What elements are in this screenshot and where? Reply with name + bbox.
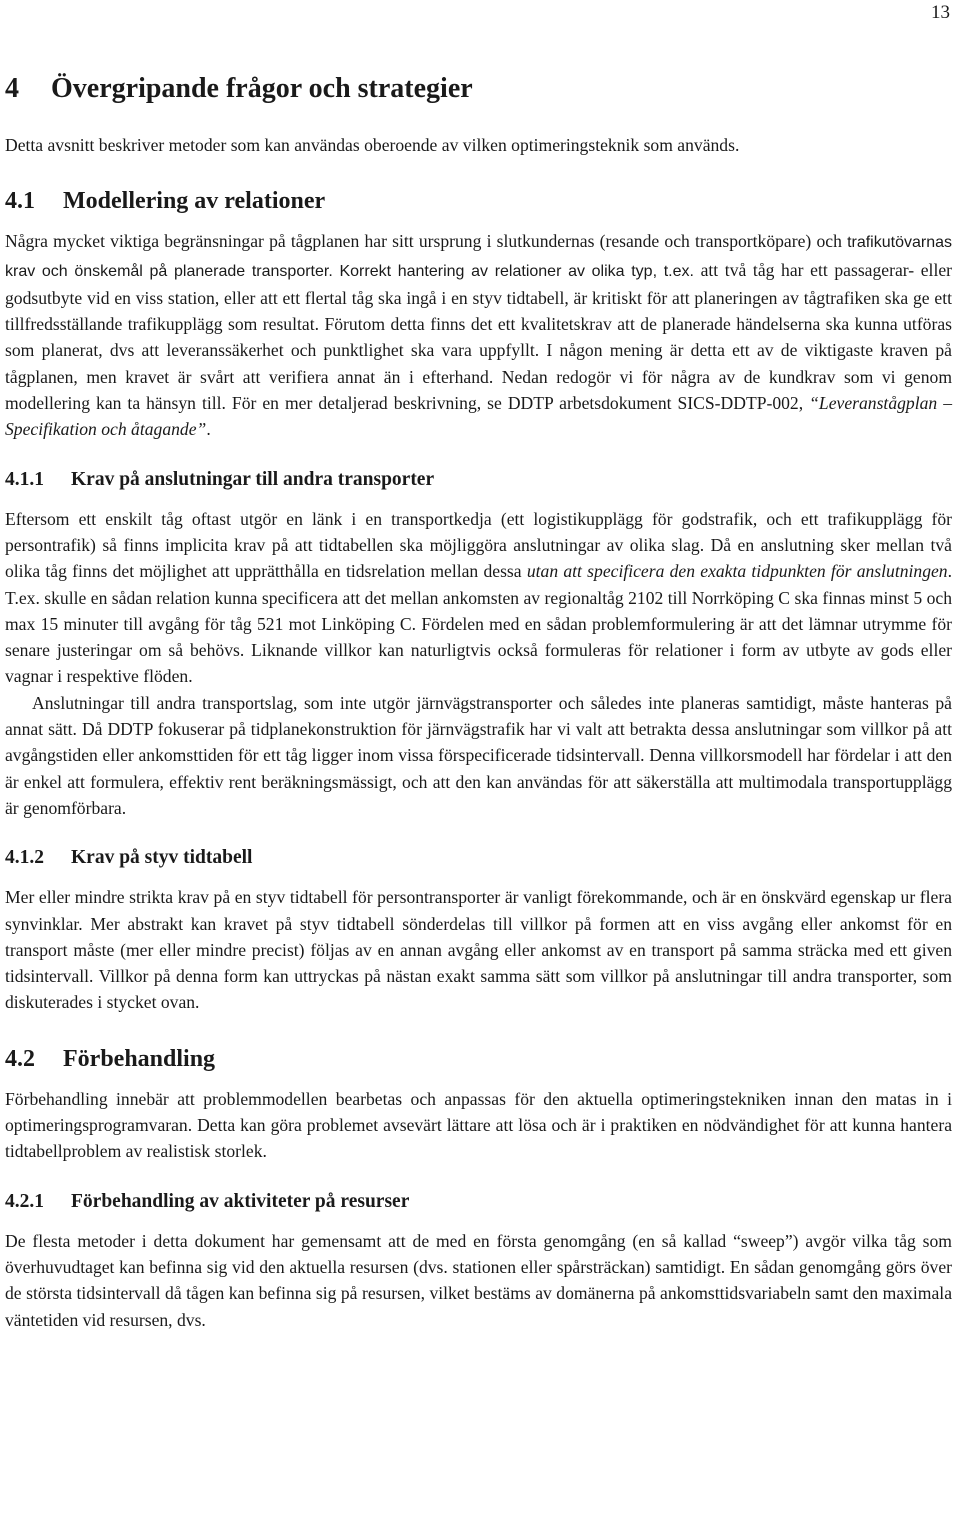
page-number: 13 <box>931 2 950 23</box>
subsection-4-1-1-paragraph-1 <box>5 506 952 690</box>
subsection-number: 4.1.2 <box>5 847 44 869</box>
chapter-number: 4 <box>5 73 19 104</box>
subsection-title: Krav på anslutningar till andra transporter <box>71 468 435 490</box>
chapter-title: Övergripande frågor och strategier <box>51 73 473 104</box>
text-run: Eftersom ett enskilt tåg oftast utgör en länk i en transportkedja (ett logistikupplägg för godstrafik, och ett trafikupplägg för persontrafik) så finns implicita krav på att tidtabellen ska möjliggöra anslutningar av olika slag. Då en anslutning sker mellan två olika tåg finns det möjlighet att upprätthålla en tidsrelation mellan dessa <box>5 508 952 582</box>
section-number: 4.1 <box>5 188 35 215</box>
document-reference: “Leveranstågplan – Specifikation och åtagande” <box>5 393 952 440</box>
section-number: 4.2 <box>5 1045 35 1072</box>
page-content <box>5 68 952 1333</box>
section-4-1-heading <box>5 184 952 218</box>
subsection-title: Förbehandling av aktiviteter på resurser <box>71 1190 410 1212</box>
subsection-number: 4.1.1 <box>5 468 44 490</box>
emphasis-text: utan att specificera den exakta tidpunkten för anslutningen <box>526 561 948 582</box>
subsection-title: Krav på styv tidtabell <box>71 847 253 869</box>
text-run: . <box>206 419 211 440</box>
subsection-4-1-2-heading <box>5 843 952 873</box>
chapter-intro: Detta avsnitt beskriver metoder som kan användas oberoende av vilken optimeringsteknik som används. <box>5 135 740 155</box>
section-4-2-paragraph: Förbehandling innebär att problemmodellen bearbetas och anpassas för den aktuella optimeringstekniken innan den matas in i optimeringsprogramvaran. Detta kan göra problemet avsevärt lättare att lösa och är i praktiken en nödvändighet för att kunna hantera tidtabellproblem av realistisk storlek. <box>5 1088 952 1162</box>
section-4-1-paragraph <box>5 228 952 442</box>
subsection-4-1-1-paragraph-2: Anslutningar till andra transportslag, som inte utgör järnvägstransporter och således inte planeras samtidigt, måste hanteras på annat sätt. Då DDTP fokuserar på tidplanekonstruktion för järnvägstrafik har vi valt att betrakta dessa anslutningar som villkor på att avgångstiden eller ankomsttiden för ett tåg ligger inom vissa förspecificerade tidsintervall. Denna villkorsmodell har fördelar i att den är enkel att formulera, effektiv rent beräkningsmässigt, och att den kan användas för att säkerställa att multimodala transportupplägg är genomförbara. <box>5 692 952 818</box>
subsection-4-2-1-heading <box>5 1187 952 1217</box>
subsection-number: 4.2.1 <box>5 1190 44 1212</box>
section-4-2-heading <box>5 1042 952 1076</box>
subsection-4-1-1-heading <box>5 465 952 495</box>
section-title: Förbehandling <box>63 1045 216 1072</box>
chapter-heading <box>5 68 952 110</box>
text-run: . T.ex. skulle en sådan relation kunna specificera att det mellan ankomsten av regionaltåg 2102 till Norrköping C ska finnas minst 5 och max 15 minuter till avgång för tåg 521 mot Linköping C. Fördelen med en sådan problemformulering är att det lämnar utrymme för senare justeringar om så behövs. Liknande villkor kan naturligtvis också formuleras för relationer i form av utbyte av gods eller vagnar i respektive flöden. <box>5 561 953 687</box>
section-title: Modellering av relationer <box>63 188 326 215</box>
text-run: att två tåg har ett passagerar- eller godsutbyte vid en viss station, eller att ett flertal tåg ska ingå i en styv tidtabell, är kritiskt för att planeringen av tågtrafiken ska ge ett tillfredsställande trafikupplägg som resultat. Förutom detta finns det ett kvalitetskrav att de planerade händelserna ska kunna utföras som planerat, dvs att leveranssäkerhet och punktlighet ska vara uppfyllt. I någon mening är detta ett av de viktigaste kraven på tågplanen, men kravet är svårt att verifiera annat än i efterhand. Nedan redogör vi för några av de kundkrav som vi genom modellering kan ta hänsyn till. För en mer detaljerad beskrivning, se DDTP arbetsdokument SICS-DDTP-002, <box>5 259 953 414</box>
subsection-4-2-1-paragraph: De flesta metoder i detta dokument har gemensamt att de med en första genomgång (en så kallad “sweep”) avgör vilka tåg som överhuvudtaget kan befinna sig vid den aktuella resursen (dvs. stationen eller spårsträckan) samtidigt. En sådan genomgång görs över de största tidsintervall då tågen kan befinna sig på resursen, vilket bestäms av domänerna på ankomsttidsvariabeln samt den maximala väntetiden vid resursen, dvs. <box>5 1230 952 1330</box>
text-run: Några mycket viktiga begränsningar på tågplanen har sitt ursprung i slutkundernas (resande och transportköpare) och <box>5 231 848 252</box>
text-run-sans: trafikutövarnas krav och önskemål på planerade transporter. Korrekt hantering av relationer av olika typ, t.ex. <box>5 234 952 280</box>
subsection-4-1-2-paragraph: Mer eller mindre strikta krav på en styv tidtabell för persontransporter är vanligt förekommande, och är en önskvärd egenskap ur flera synvinklar. Mer abstrakt kan kravet på styv tidtabell sönderdelas till villkor på formen att en viss avgång eller ankomst för en transport måste (mer eller mindre precist) följas av en annan avgång eller ankomst av en transport på samma sträcka med ett given tidsintervall. Villkor på denna form kan uttryckas på nästan exakt samma sätt som villkor på anslutningar till andra transporter, som diskuterades i stycket ovan. <box>5 887 952 1013</box>
